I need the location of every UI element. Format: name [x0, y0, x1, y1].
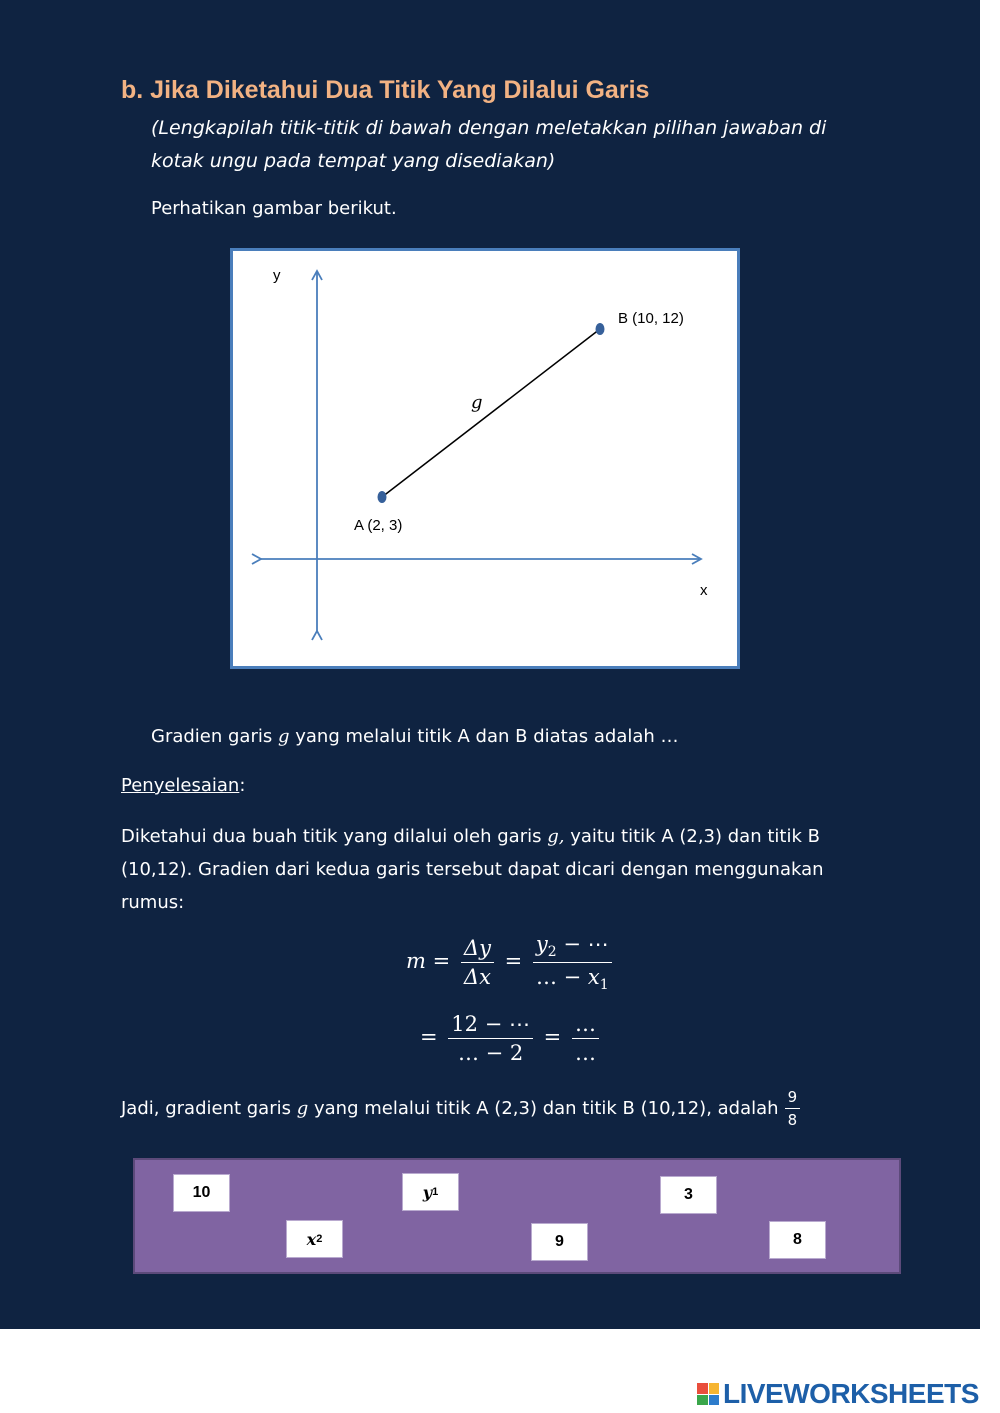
line-g — [382, 329, 600, 497]
conclusion-denominator: 8 — [787, 1111, 798, 1129]
instruction-text: (Lengkapilah titik-titik di bawah dengan meletakkan pilihan jawaban di kotak ungu pada tempat yang disediakan) — [151, 117, 827, 172]
option-chip-9[interactable] — [531, 1223, 588, 1261]
point-b-label: B (10, 12) — [618, 310, 684, 327]
conclusion-numerator: 9 — [785, 1088, 801, 1109]
paragraph-part1: Diketahui dua buah titik yang dilalui oleh garis — [121, 826, 542, 847]
conclusion-text — [121, 1088, 804, 1129]
option-10-text: 10 — [192, 1184, 211, 1201]
delta-y: Δy — [461, 936, 494, 963]
formula-eq-2: = — [504, 949, 523, 974]
delta-x: Δx — [463, 965, 491, 990]
brand-name: LIVEWORKSHEETS — [723, 1378, 979, 1409]
option-chip-8[interactable] — [769, 1221, 826, 1259]
option-chip-x2[interactable] — [286, 1220, 343, 1258]
brand-logo-icon — [697, 1383, 719, 1405]
liveworksheets-brand — [697, 1378, 979, 1410]
option-x2-sub: 2 — [316, 1233, 323, 1245]
answer-options-box — [133, 1158, 901, 1274]
result-numerator-blank: … — [572, 1012, 599, 1039]
solution-label — [121, 775, 245, 796]
option-3-text: 3 — [684, 1186, 693, 1203]
point-a-label: A (2, 3) — [354, 517, 403, 534]
formula-eq-3: = — [420, 1025, 438, 1049]
formula-eq-1: = — [432, 949, 451, 974]
formula-line-1 — [406, 932, 616, 993]
question-text — [151, 726, 679, 747]
y2-var: y — [535, 932, 548, 956]
coordinate-figure — [230, 248, 740, 669]
numeric-denominator: … − 2 — [457, 1041, 524, 1065]
option-chip-10[interactable] — [173, 1174, 230, 1212]
paragraph-part2: yaitu titik A (2,3) dan titik B (10,12). Gradien dari kedua garis tersebut dapat dicari dengan menggunakan rumus: — [121, 826, 824, 913]
point-a-marker — [378, 491, 387, 503]
formula-m: m — [406, 949, 426, 974]
result-denominator-blank: … — [574, 1041, 596, 1065]
coordinate-fraction — [533, 932, 612, 993]
delta-fraction — [461, 936, 494, 989]
section-heading: b. Jika Diketahui Dua Titik Yang Dilalui Garis — [121, 76, 650, 104]
option-chip-3[interactable] — [660, 1176, 717, 1214]
option-x2-var: x — [306, 1229, 317, 1249]
coordinate-denominator — [533, 963, 612, 993]
point-b-marker — [596, 323, 605, 335]
question-after: yang melalui titik A dan B diatas adalah … — [295, 726, 679, 747]
numeric-fraction — [448, 1012, 533, 1065]
x1-var: x — [587, 965, 600, 990]
conclusion-before: Jadi, gradient garis — [121, 1098, 291, 1119]
numerator-blank: − ⋯ — [563, 932, 609, 956]
option-8-text: 8 — [793, 1231, 802, 1248]
solution-colon: : — [239, 775, 246, 796]
line-g-label: g — [471, 392, 483, 413]
formula-line-2 — [420, 1012, 603, 1065]
coordinate-numerator — [533, 932, 612, 963]
numeric-numerator: 12 − ⋯ — [448, 1012, 533, 1039]
option-9-text: 9 — [555, 1233, 564, 1250]
conclusion-var-g: g — [296, 1098, 309, 1119]
look-text: Perhatikan gambar berikut. — [151, 198, 397, 219]
denominator-blank: … − — [535, 965, 582, 990]
solution-label-text: Penyelesaian — [121, 775, 240, 796]
x-axis-label: x — [700, 582, 708, 599]
y-axis-label: y — [273, 267, 281, 284]
y2-subscript: 2 — [547, 944, 557, 961]
conclusion-after: yang melalui titik A (2,3) dan titik B (10,12), adalah — [314, 1098, 779, 1119]
question-before: Gradien garis — [151, 726, 273, 747]
result-fraction — [572, 1012, 599, 1065]
formula-eq-4: = — [543, 1025, 562, 1049]
x1-subscript: 1 — [599, 977, 609, 994]
solution-paragraph — [121, 820, 881, 919]
paragraph-var-g: g, — [547, 826, 565, 847]
option-y1-var: y — [422, 1182, 433, 1202]
question-var-g: g — [277, 726, 290, 747]
option-y1-sub: 1 — [432, 1186, 439, 1198]
option-chip-y1[interactable] — [402, 1173, 459, 1211]
conclusion-fraction — [785, 1088, 801, 1129]
coordinate-plot — [233, 251, 737, 666]
